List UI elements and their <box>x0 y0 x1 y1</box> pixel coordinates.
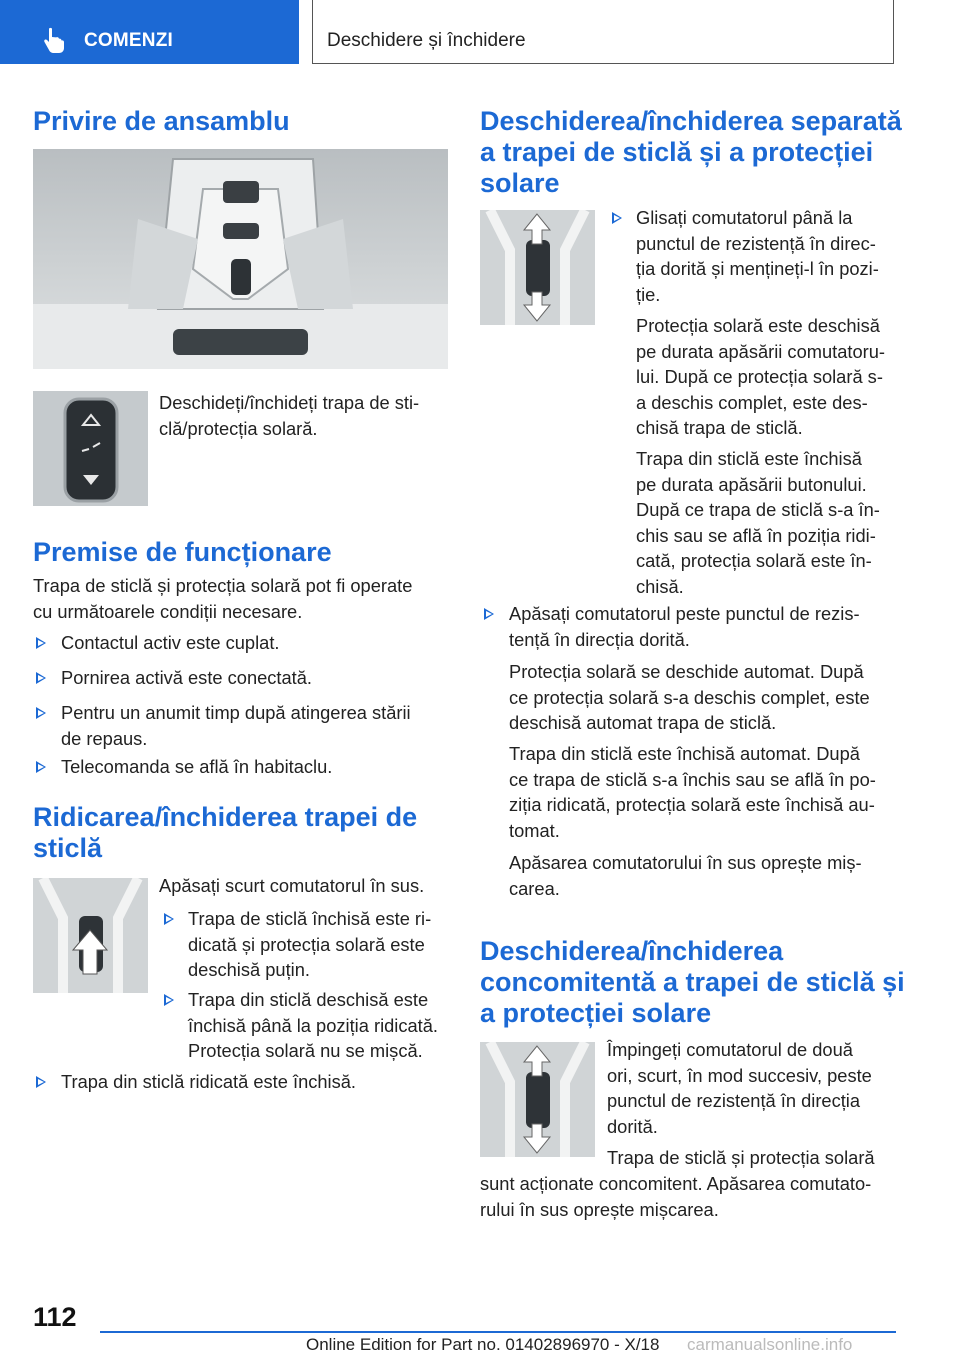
switch-up-image <box>33 878 148 993</box>
footer-edition: Online Edition for Part no. 01402896970 - X/18 <box>306 1335 660 1354</box>
bullet-icon <box>484 608 494 620</box>
heading-overview: Privire de ansamblu <box>33 106 290 136</box>
roof-console-image <box>33 149 448 369</box>
chapter-title-box <box>312 0 894 64</box>
lift-item: Trapa de sticlă închisă este ri- dicată și protecția solară este deschisă puțin. <box>188 908 432 981</box>
separate-item-1-detail: Protecția solară este deschisă pe durata apăsării comutatoru- lui. După ce protecția solară s- a deschis complet, este des- chisă trapa de sticlă. <box>636 315 885 439</box>
separate-item-1: Glisați comutatorul până la punctul de rezistență în direc- ția dorită și mențineți-l în pozi- ție. <box>636 207 879 305</box>
heading-lift: Ridicarea/închiderea trapei de sticlă <box>33 802 418 863</box>
simultaneous-text: sunt acționate concomitent. Apăsarea comutato- rului în sus oprește mișcarea. <box>480 1173 872 1220</box>
switch-slide-image <box>480 210 595 325</box>
section-label: COMENZI <box>84 30 174 51</box>
separate-item-2: Apăsați comutatorul peste punctul de rezis- tență în direcția dorită. <box>509 603 860 650</box>
lift-item-last: Trapa din sticlă ridicată este închisă. <box>61 1071 357 1092</box>
bullet-icon <box>36 1076 46 1088</box>
separate-item-1-detail: Trapa din sticlă este închisă pe durata apăsării butonului. După ce trapa de sticlă s-a în- chis sau se află în poziția ridi- cată, protecția solară este în- chisă. <box>636 448 880 597</box>
lift-intro: Apăsați scurt comutatorul în sus. <box>159 875 425 896</box>
heading-separate: Deschiderea/închiderea separată a trapei de sticlă și a protecției solare <box>480 106 902 198</box>
simultaneous-text: Trapa de sticlă și protecția solară <box>607 1147 875 1168</box>
separate-item-2-detail: Protecția solară se deschide automat. După ce protecția solară s-a deschis complet, este deschisă automat trapa de sticlă. <box>509 661 870 734</box>
bullet-icon <box>36 761 46 773</box>
heading-simultaneous: Deschiderea/închiderea concomitentă a trapei de sticlă și a protecției solare <box>480 936 905 1028</box>
separate-item-2-detail: Apăsarea comutatorului în sus oprește miș- carea. <box>509 852 862 899</box>
lift-item: Trapa din sticlă deschisă este închisă până la poziția ridicată. Protecția solară nu se mișcă. <box>188 989 438 1062</box>
premise-item: Pentru un anumit timp după atingerea stării de repaus. <box>61 702 411 749</box>
section-tab[interactable] <box>0 0 299 64</box>
heading-premise: Premise de funcționare <box>33 537 332 567</box>
bullet-icon <box>164 994 174 1006</box>
bullet-icon <box>36 672 46 684</box>
switch-closeup-image <box>33 391 148 506</box>
footer-watermark: carmanualsonline.info <box>687 1335 853 1354</box>
premise-item: Contactul activ este cuplat. <box>61 632 280 653</box>
switch-caption: Deschideți/închideți trapa de sti- clă/protecția solară. <box>159 392 420 439</box>
premise-item: Pornirea activă este conectată. <box>61 667 313 688</box>
bullet-icon <box>36 637 46 649</box>
footer-divider <box>100 1331 896 1333</box>
hand-pointer-icon <box>38 26 68 56</box>
simultaneous-text: Împingeți comutatorul de două ori, scurt, în mod succesiv, peste punctul de rezistență în direcția dorită. <box>607 1039 872 1137</box>
separate-item-2-detail: Trapa din sticlă este închisă automat. După ce trapa de sticlă s-a închis sau se află în po- ziția ridicată, protecția solară este închisă au- tomat. <box>509 743 876 841</box>
premise-intro: Trapa de sticlă și protecția solară pot fi operate cu următoarele condiții necesare. <box>33 575 413 622</box>
bullet-icon <box>612 212 622 224</box>
bullet-icon <box>36 707 46 719</box>
page-header <box>0 0 960 66</box>
bullet-icon <box>164 913 174 925</box>
chapter-title: Deschidere și închidere <box>327 30 526 51</box>
switch-double-image <box>480 1042 595 1157</box>
premise-item: Telecomanda se află în habitaclu. <box>61 756 333 777</box>
page-number: 112 <box>33 1302 77 1332</box>
